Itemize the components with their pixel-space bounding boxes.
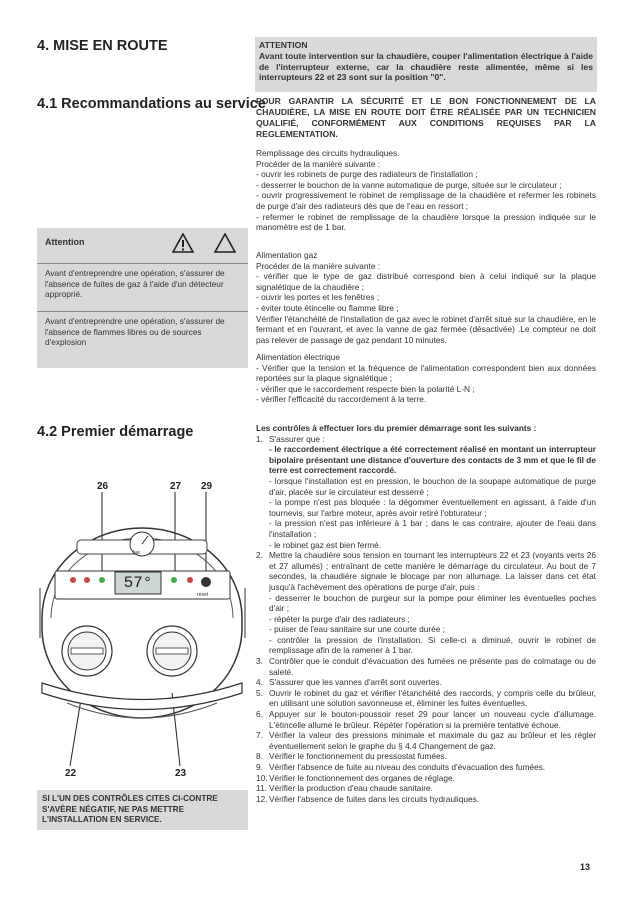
text-line: - vérifier l'efficacité du raccordement à la terre. [256, 394, 427, 405]
divider [37, 311, 248, 312]
attention-heading: ATTENTION [259, 40, 308, 50]
gauge-unit-label: bar [133, 550, 141, 556]
callout-22: 22 [65, 768, 77, 779]
checks-lead: Les contrôles à effectuer lors du premier démarrage sont les suivants : [256, 423, 537, 433]
list-item: 1. S'assurer que : [256, 433, 325, 444]
callout-26: 26 [97, 481, 109, 492]
text-line: - desserrer le bouchon de la vanne automatique de purge, située sur le circulateur ; [256, 179, 562, 190]
callout-23: 23 [175, 768, 187, 779]
text-line: - vérifier que le raccordement respecte bien la polarité L-N ; [256, 383, 475, 394]
hydraulic-block [256, 148, 596, 233]
attention-box [37, 228, 248, 368]
attention-label: Attention [45, 237, 85, 247]
temperature-display: 57° [123, 574, 153, 592]
list-item: - la pression n'est pas inférieure à 1 bar ; dans le cas contraire, ajouter de l'eau dans l'installation ; [269, 518, 596, 539]
reset-label: reset [197, 592, 209, 598]
list-item: - puiser de l'eau sanitaire sur une courte durée ; [269, 624, 445, 635]
list-item: 2. Mettre la chaudière sous tension en tournant les interrupteurs 22 et 23 (voyants verts 26 et 27 allumés) ; entraînant de cette manière le démarrage du circulateur. Au bout de 7 secondes, la chaudière signale le blocage par non allumage. La laisser dans cet état jusqu'à l'achèvement des opérations de purge d'air, puis : [256, 550, 596, 592]
electric-block [256, 352, 596, 405]
list-item: - le raccordement électrique a été correctement réalisé en montant un interrupteur bipolaire présentant une distance d'ouverture des contacts de 3 mm et que le fil de terre est correctement raccordé. [269, 444, 596, 476]
text-line: - Vérifier que la tension et la fréquence de l'alimentation correspondent bien aux données reportées sur la plaque signalétique ; [256, 362, 596, 384]
warning-exclamation-icon [172, 233, 194, 253]
boiler-diagram [37, 478, 248, 778]
callout-29: 29 [201, 481, 213, 492]
list-item: 6. Appuyer sur le bouton-poussoir reset 29 pour lancer un nouveau cycle d'allumage. L'étincelle allume le brûleur. Répéter l'opération si la première tentative échoue. [256, 709, 596, 730]
list-item: - lorsque l'installation est en pression, le bouchon de la soupape automatique de purge d'air, placée sur le circulateur est desserré ; [269, 475, 596, 497]
text-line: - ouvrir les robinets de purge des radiateurs de l'installation ; [256, 169, 478, 180]
list-item: 11. Vérifier la production d'eau chaude sanitaire. [256, 783, 433, 794]
attention-banner [255, 37, 597, 92]
list-item: 4. S'assurer que les vannes d'arrêt sont ouvertes. [256, 677, 442, 688]
text-line: - éviter toute étincelle ou flamme libre ; [256, 302, 399, 313]
section-title: 4. MISE EN ROUTE [37, 38, 168, 54]
page-number: 13 [580, 862, 591, 872]
warning-triangle-icon [214, 233, 236, 253]
attention-text-1: Avant d'entreprendre une opération, s'assurer de l'absence de fuites de gaz à l'aide d'un détecteur approprié. [45, 268, 225, 300]
list-item: 8. Vérifier le fonctionnement du pressostat fumées. [256, 751, 448, 762]
callout-27: 27 [170, 481, 182, 492]
boiler-panel-illustration [37, 478, 248, 768]
gas-block [256, 250, 596, 345]
list-item: 12. Vérifier l'absence de fuites dans les circuits hydrauliques. [256, 793, 480, 804]
text-line: - ouvrir les portes et les fenêtres ; [256, 292, 380, 303]
warning-text: SI L'UN DES CONTRÔLES CITES CI-CONTRE S'AVÈRE NÉGATIF, NE PAS METTRE L'INSTALLATION EN SERVICE. [42, 794, 218, 825]
text-line: Alimentation gaz [256, 250, 318, 260]
list-item: - le robinet gaz est bien fermé. [269, 539, 382, 550]
text-line: - refermer le robinet de remplissage de la chaudière lorsque la pression indiquée sur le manomètre est de 1 bar. [256, 211, 596, 233]
list-item: 9. Vérifier l'absence de fuite au niveau des conduits d'évacuation des fumées. [256, 762, 546, 772]
subsection-title-4-2: 4.2 Premier démarrage [37, 424, 194, 440]
text-line: Vérifier l'étanchéité de l'installation de gaz avec le robinet d'arrêt situé sur la chaudière, en le fermant et en l'ouvrant, et avec la vanne de gaz fermée (désactivée) .Le compteur ne doit pas relever de passage de gaz pendant 10 minutes. [256, 313, 596, 345]
list-item: 7. Vérifier la valeur des pressions minimale et maximale du gaz au brûleur et les régler éventuellement selon le graphe du § 4.4 Changement de gaz. [256, 730, 596, 751]
list-item: - la pompe n'est pas bloquée : la dégommer éventuellement en agissant, à l'aide d'un tournevis, sur l'arbre moteur, après avoir retiré l'obturateur ; [269, 497, 596, 518]
first-start-checks [256, 423, 596, 804]
list-item: 10. Vérifier le fonctionnement des organes de réglage. [256, 772, 455, 783]
list-item: 5. Ouvrir le robinet du gaz et vérifier l'étanchéité des raccords, y compris celle du brûleur, en utilisant une solution savonneuse et, éliminer les fuites éventuelles. [256, 687, 596, 709]
list-item: - desserrer le bouchon de purgeur sur la pompe pour éliminer les éventuelles poches d'air ; [269, 592, 596, 614]
list-item: 3. Contrôler que le conduit d'évacuation des fumées ne présente pas de colmatage ou de saleté. [256, 656, 596, 677]
text-line: Alimentation électrique [256, 352, 340, 362]
text-line: Remplissage des circuits hydrauliques. [256, 148, 400, 158]
attention-text-2: Avant d'entreprendre une opération, s'assurer de l'absence de flammes libres ou de sources d'explosion [45, 316, 225, 348]
attention-text: Avant toute intervention sur la chaudière, couper l'alimentation électrique à l'aide de l'interrupteur externe, car la chaudière reste alimentée, même si les interrupteurs 22 et 23 sont sur la position "0". [259, 51, 593, 83]
warning-banner [37, 790, 248, 830]
list-item: - contrôler la pression de l'installation. Si celle-ci a diminué, ouvrir le robinet de remplissage afin de la ramener à 1 bar. [269, 634, 596, 656]
section-intro: POUR GARANTIR LA SÉCURITÉ ET LE BON FONCTIONNEMENT DE LA CHAUDIÈRE, LA MISE EN ROUTE DOIT ÊTRE RÉALISÉE PAR UN TECHNICIEN QUALIFIÉ, CONFORMÉMENT AUX CONDITIONS REQUISES PAR LA REGLEMENTATION. [256, 96, 596, 139]
text-line: - vérifier que le type de gaz distribué correspond bien à celui indiqué sur la plaque signalétique de la chaudière ; [256, 271, 596, 292]
text-line: Procéder de la manière suivante : [256, 260, 381, 271]
subsection-title-4-1: 4.1 Recommandations au service [37, 96, 266, 112]
divider [37, 263, 248, 264]
text-line: Procéder de la manière suivante : [256, 158, 381, 169]
text-line: - ouvrir progressivement le robinet de remplissage de la chaudière et refermer les robinets de purge d'air des radiateurs dès que de l'eau en ressort ; [256, 190, 596, 211]
checks-list [256, 434, 596, 805]
list-item: - répéter la purge d'air des radiateurs ; [269, 613, 410, 624]
